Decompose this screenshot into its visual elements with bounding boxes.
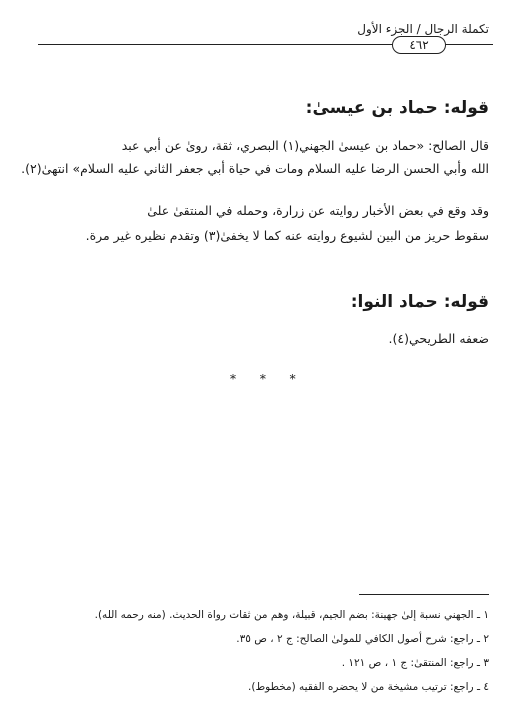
footnote: ٢ ـ راجع: شرح أصول الكافي للمولىٰ الصالح: ج ٢ ، ص ٣٥.: [236, 633, 489, 645]
paragraph-line: الله وأبي الحسن الرضا عليه السلام ومات في حياة أبي جعفر الثاني عليه السلام» انتهىٰ(٢).: [21, 161, 489, 176]
footnote: ١ ـ الجهني نسبة إلىٰ جهينة: بضم الجيم، قبيلة، وهم من ثقات رواة الحديث. (منه رحمه الله).: [94, 609, 489, 621]
footnote: ٤ ـ راجع: ترتيب مشيخة من لا يحضره الفقيه (مخطوط).: [248, 681, 489, 693]
running-head-title: تكملة الرجال / الجزء الأول: [357, 22, 489, 36]
footnote-rule: [359, 594, 489, 595]
paragraph-line: قال الصالح: «حماد بن عيسىٰ الجهني(١) البصري، ثقة، روىٰ عن أبي عبد: [121, 138, 489, 153]
paragraph-line: سقوط حريز من البين لشيوع روايته عنه كما لا يخفىٰ(٣) وتقدم نظيره غير مرة.: [85, 228, 489, 243]
section-separator: * * *: [230, 372, 306, 386]
page-number: ٤٦٢: [392, 36, 446, 54]
section-heading-hammad-al-nawa: قوله: حماد النوا:: [350, 292, 489, 312]
paragraph-line: وقد وقع في بعض الأخبار روايته عن زرارة، وحمله في المنتقىٰ علىٰ: [147, 203, 489, 218]
footnote: ٣ ـ راجع: المنتقىٰ: ج ١ ، ص ١٢١ .: [341, 657, 489, 669]
paragraph-line: ضعفه الطريحي(٤).: [388, 331, 489, 346]
section-heading-hammad-ibn-isa: قوله: حماد بن عيسىٰ:: [305, 98, 489, 118]
